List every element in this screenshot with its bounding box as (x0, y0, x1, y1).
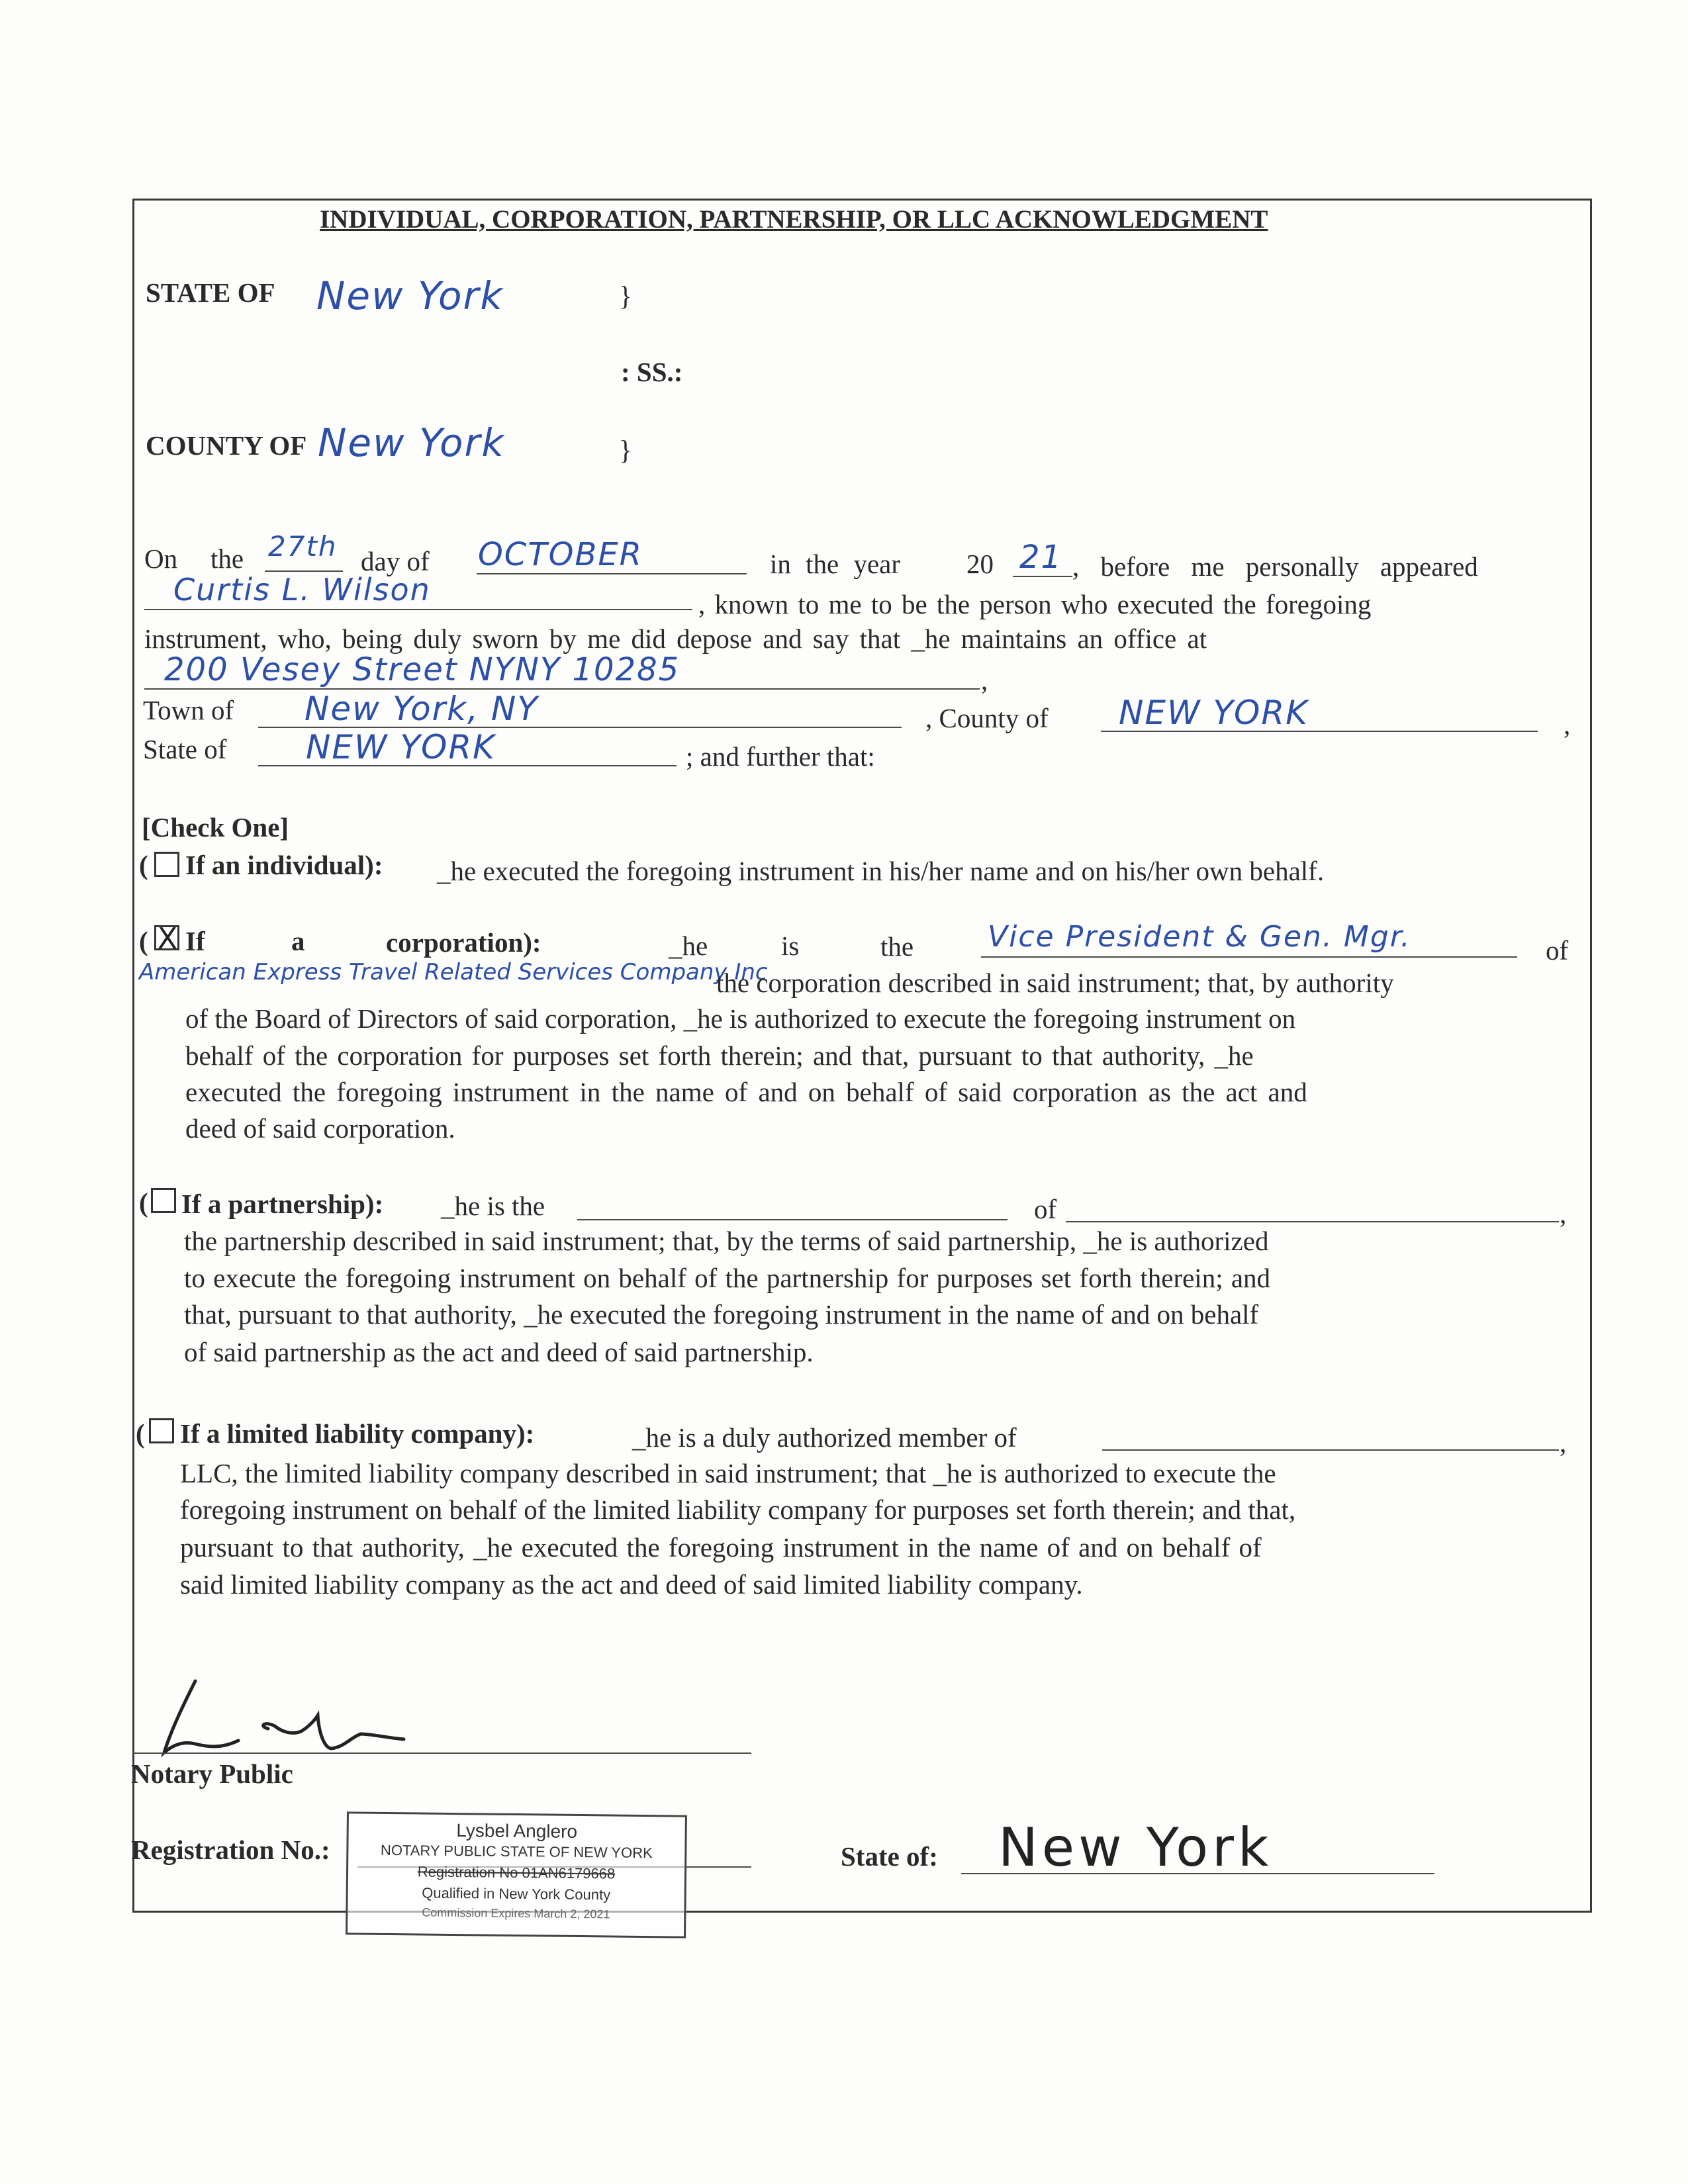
partnership-paren: ( (139, 1187, 148, 1218)
state-of-value: New York (316, 273, 504, 318)
corp-word-is: is (781, 931, 800, 961)
check-one-heading: [Check One] (142, 812, 289, 842)
before-me-text: , before me personally appeared (1072, 551, 1478, 582)
county-of-label: COUNTY OF (146, 430, 307, 461)
partnership-checkbox[interactable] (151, 1188, 176, 1213)
corporation-paren: ( (139, 926, 148, 956)
corp-word-corporation: corporation): (386, 927, 541, 958)
appearer-name-value: Curtis L. Wilson (173, 572, 431, 608)
state-of-body-label: State of (143, 734, 227, 764)
llc-line3: foregoing instrument on behalf of the limited liability company for purposes set forth therein; and that, (180, 1494, 1296, 1525)
county-brace: } (619, 435, 632, 465)
appearer-name-line (144, 609, 692, 610)
partnership-line5: of said partnership as the act and deed of said partnership. (184, 1337, 814, 1367)
corp-word-the: the (880, 931, 914, 962)
county-of-line (1101, 731, 1538, 732)
individual-paren: ( (139, 850, 148, 880)
corp-word-he: _he (669, 931, 708, 961)
stamp-line3: Registration No 01AN6179668 (417, 1863, 616, 1882)
individual-text: _he executed the foregoing instrument in his/her name and on his/her own behalf. (437, 856, 1325, 886)
town-label: Town of (143, 695, 234, 725)
month-line (477, 573, 747, 574)
month-value: OCTOBER (478, 536, 643, 573)
corp-line5: executed the foregoing instrument in the name of and on behalf of said corporation as the act and (185, 1077, 1307, 1107)
state-of-body-line (258, 765, 677, 766)
llc-comma: , (1560, 1428, 1567, 1458)
stamp-line5: Commission Expires March 2, 2021 (422, 1905, 610, 1921)
llc-line4: pursuant to that authority, _he executed the foregoing instrument in the name of and on behalf of (180, 1532, 1262, 1563)
llc-paren: ( (136, 1418, 145, 1449)
further-text: ; and further that: (686, 741, 875, 772)
county-of-body-value: NEW YORK (1119, 694, 1309, 732)
corp-word-if: If (185, 926, 205, 956)
llc-line5: said limited liability company as the act and deed of said limited liability company. (180, 1569, 1083, 1600)
corp-word-of: of (1546, 935, 1569, 966)
instrument-text: instrument, who, being duly sworn by me did depose and say that _he maintains an office at (144, 623, 1207, 654)
the-text: the (211, 543, 244, 574)
year-prefix: 20 (966, 549, 994, 579)
partnership-label: If a partnership): (181, 1189, 384, 1219)
individual-checkbox[interactable] (154, 852, 179, 877)
on-text: On (144, 543, 178, 574)
ss-label: : SS.: (621, 357, 683, 387)
llc-member-text: _he is a duly authorized member of (632, 1422, 1017, 1453)
notary-signature-line (132, 1752, 751, 1754)
year-line (1013, 576, 1072, 577)
llc-checkbox[interactable] (149, 1418, 174, 1443)
notary-stamp (346, 1811, 687, 1938)
in-the-year-text: in the year (770, 549, 901, 579)
partnership-line4: that, pursuant to that authority, _he executed the foregoing instrument in the name of and on behalf (184, 1299, 1259, 1330)
partnership-title-line (577, 1219, 1008, 1220)
partnership-line3: to execute the foregoing instrument on behalf of the partnership for purposes set forth therein; and (184, 1263, 1271, 1293)
stamp-name: Lysbel Anglero (456, 1820, 578, 1842)
known-text: , known to me to be the person who executed the foregoing (698, 589, 1372, 619)
notary-state-label: State of: (841, 1841, 938, 1872)
day-of-text: day of (361, 546, 430, 576)
corp-line6: deed of said corporation. (185, 1113, 455, 1144)
state-brace: } (619, 281, 632, 311)
state-of-label: STATE OF (146, 277, 275, 308)
notary-state-value: New York (998, 1817, 1273, 1878)
corp-title-line (981, 956, 1517, 958)
corp-word-a: a (291, 926, 305, 956)
partnership-comma: , (1560, 1199, 1567, 1229)
llc-line2: LLC, the limited liability company described in said instrument; that _he is authorized to execute the (180, 1458, 1276, 1488)
form-title: INDIVIDUAL, CORPORATION, PARTNERSHIP, OR LLC ACKNOWLEDGMENT (320, 205, 1268, 234)
corp-title-value: Vice President & Gen. Mgr. (988, 920, 1411, 954)
partnership-he-is-the: _he is the (441, 1191, 545, 1221)
partnership-name-line (1066, 1221, 1559, 1222)
office-line (144, 688, 980, 690)
corporation-check-mark: X (157, 922, 178, 956)
registration-label: Registration No.: (131, 1835, 330, 1865)
notary-state-line (961, 1873, 1434, 1874)
corp-line2: the corporation described in said instrument; that, by authority (716, 968, 1394, 998)
stamp-line2: NOTARY PUBLIC STATE OF NEW YORK (380, 1841, 653, 1862)
year-suffix: 21 (1019, 539, 1063, 576)
corp-line3: of the Board of Directors of said corporation, _he is authorized to execute the foregoing instrument on (185, 1003, 1296, 1034)
corp-line4: behalf of the corporation for purposes set forth therein; and that, pursuant to that authority, _he (185, 1040, 1254, 1071)
county-of-text: , County of (925, 703, 1049, 733)
partnership-line2: the partnership described in said instrument; that, by the terms of said partnership, _he is authorized (184, 1226, 1269, 1256)
office-value: 200 Vesey Street NYNY 10285 (164, 651, 680, 688)
partnership-of: of (1034, 1194, 1057, 1224)
office-comma: , (981, 665, 988, 696)
county-comma: , (1564, 709, 1571, 740)
notary-signature (132, 1674, 444, 1760)
corp-name-value: American Express Travel Related Services Company Inc (139, 959, 768, 985)
llc-label: If a limited liability company): (180, 1418, 535, 1449)
day-value: 27th (268, 530, 338, 563)
town-value: New York, NY (305, 690, 539, 728)
notary-public-label: Notary Public (131, 1758, 293, 1789)
stamp-line4: Qualified in New York County (422, 1884, 611, 1903)
state-of-body-value: NEW YORK (306, 728, 496, 766)
individual-label: If an individual): (185, 850, 383, 880)
llc-member-line (1102, 1449, 1559, 1451)
county-of-value: New York (318, 420, 505, 465)
corporation-checkbox[interactable] (154, 922, 179, 956)
